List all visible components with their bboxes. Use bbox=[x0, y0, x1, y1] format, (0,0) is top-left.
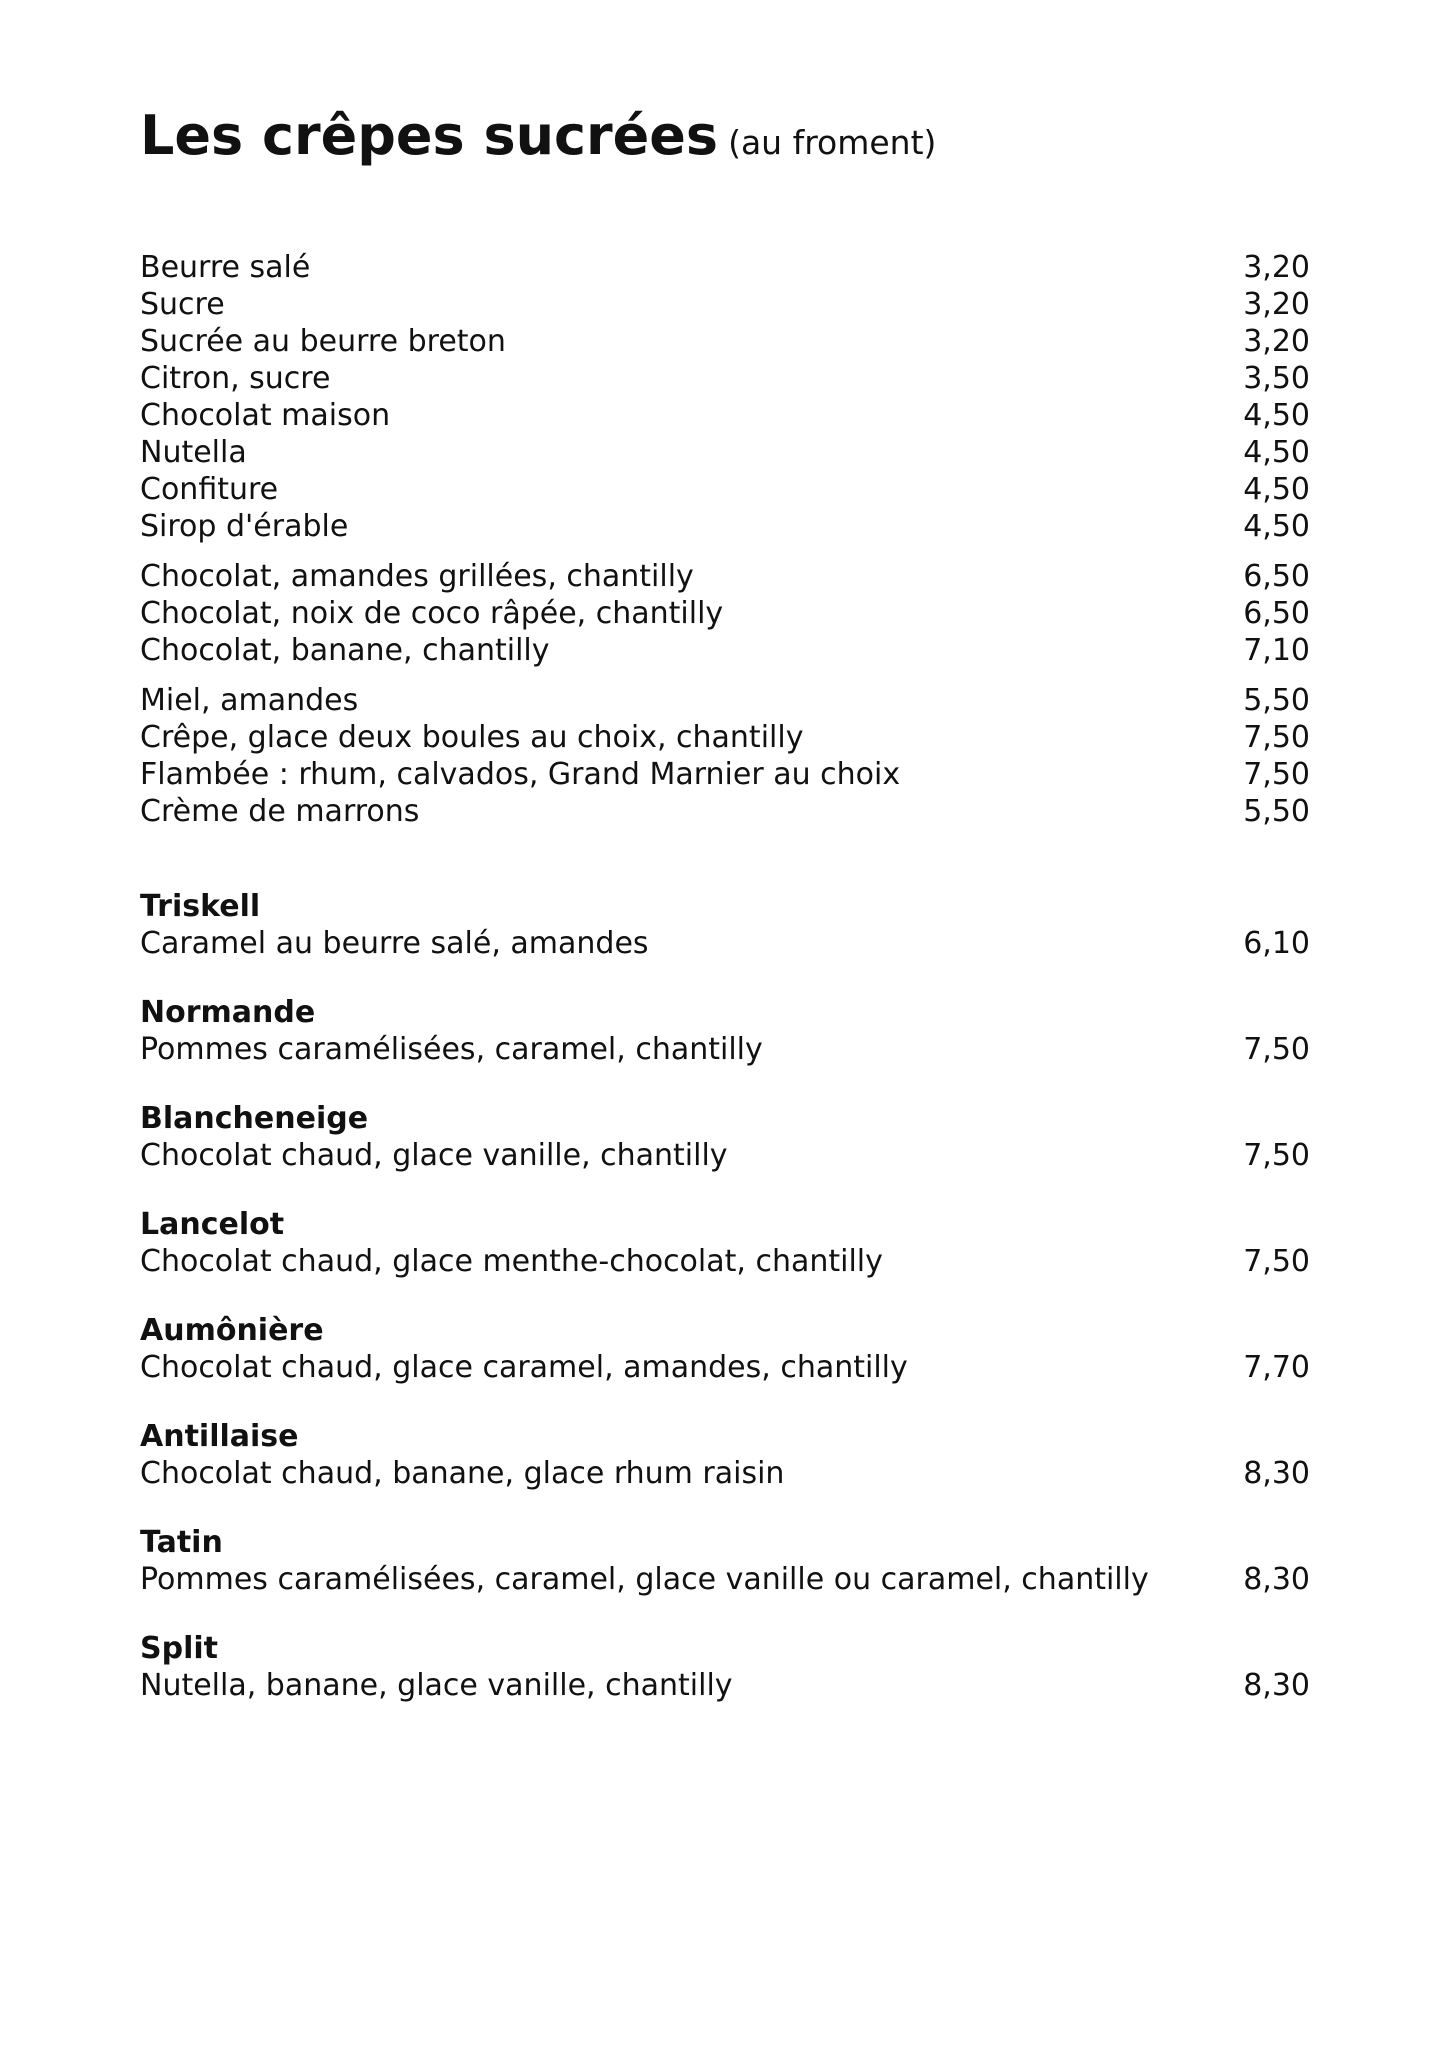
menu-item-price: 3,50 bbox=[1243, 361, 1310, 396]
menu-item bbox=[140, 793, 1310, 830]
menu-item-name: Chocolat, noix de coco râpée, chantilly bbox=[140, 596, 724, 631]
crepe-description: Chocolat chaud, banane, glace rhum raisin bbox=[140, 1456, 785, 1491]
crepe-description: Chocolat chaud, glace caramel, amandes, chantilly bbox=[140, 1350, 908, 1385]
menu-item-name: Chocolat, banane, chantilly bbox=[140, 633, 550, 668]
menu-item bbox=[140, 249, 1310, 286]
menu-item-name: Chocolat, amandes grillées, chantilly bbox=[140, 559, 694, 594]
crepe-name: Normande bbox=[140, 995, 316, 1030]
menu-item bbox=[140, 508, 1310, 545]
menu-item-price: 8,30 bbox=[1243, 1562, 1310, 1597]
menu-item bbox=[140, 1137, 1310, 1174]
menu-item bbox=[140, 323, 1310, 360]
menu-item-name: Beurre salé bbox=[140, 250, 311, 285]
menu-item-name: Nutella bbox=[140, 435, 247, 470]
crepe-name: Aumônière bbox=[140, 1313, 324, 1348]
menu-item bbox=[140, 595, 1310, 632]
crepe-name: Tatin bbox=[140, 1525, 223, 1560]
named-crepe-tatin bbox=[140, 1524, 1310, 1598]
menu-item-price: 8,30 bbox=[1243, 1456, 1310, 1491]
menu-item-name: Miel, amandes bbox=[140, 683, 359, 718]
menu-item-price: 7,70 bbox=[1243, 1350, 1310, 1385]
menu-item bbox=[140, 286, 1310, 323]
menu-item-name: Confiture bbox=[140, 472, 279, 507]
menu-item-price: 7,50 bbox=[1243, 720, 1310, 755]
menu-item bbox=[140, 682, 1310, 719]
menu-item-price: 8,30 bbox=[1243, 1668, 1310, 1703]
menu-item-price: 6,50 bbox=[1243, 559, 1310, 594]
menu-item-name: Crème de marrons bbox=[140, 794, 420, 829]
menu-item-name: Sucrée au beurre breton bbox=[140, 324, 506, 359]
named-crepe-triskell bbox=[140, 888, 1310, 962]
menu-item-price: 6,50 bbox=[1243, 596, 1310, 631]
crepe-name: Split bbox=[140, 1631, 218, 1666]
crepe-description: Pommes caramélisées, caramel, glace vanille ou caramel, chantilly bbox=[140, 1562, 1149, 1597]
menu-item-name: Citron, sucre bbox=[140, 361, 331, 396]
menu-item-price: 7,50 bbox=[1243, 757, 1310, 792]
page-title bbox=[140, 104, 1310, 175]
menu-item-price: 7,10 bbox=[1243, 633, 1310, 668]
crepe-name: Lancelot bbox=[140, 1207, 285, 1242]
named-crepe-normande bbox=[140, 994, 1310, 1068]
named-crepe-split bbox=[140, 1630, 1310, 1704]
menu-item bbox=[140, 434, 1310, 471]
menu-item-price: 3,20 bbox=[1243, 250, 1310, 285]
crepe-description: Caramel au beurre salé, amandes bbox=[140, 926, 649, 961]
menu-item bbox=[140, 719, 1310, 756]
menu-item bbox=[140, 1349, 1310, 1386]
menu-item-price: 7,50 bbox=[1243, 1244, 1310, 1279]
crepe-name: Triskell bbox=[140, 889, 261, 924]
crepe-description: Chocolat chaud, glace menthe-chocolat, chantilly bbox=[140, 1244, 883, 1279]
named-crepe-lancelot bbox=[140, 1206, 1310, 1280]
menu-subtitle: (au froment) bbox=[728, 123, 937, 162]
menu-item bbox=[140, 1667, 1310, 1704]
menu-item-name: Chocolat maison bbox=[140, 398, 391, 433]
menu-item-price: 4,50 bbox=[1243, 435, 1310, 470]
menu-title: Les crêpes sucrées bbox=[140, 104, 719, 167]
menu-item-price: 6,10 bbox=[1243, 926, 1310, 961]
menu-group-chocolat bbox=[140, 558, 1310, 669]
menu-item bbox=[140, 1031, 1310, 1068]
menu-item-price: 7,50 bbox=[1243, 1032, 1310, 1067]
menu-item-price: 7,50 bbox=[1243, 1138, 1310, 1173]
named-crepe-antillaise bbox=[140, 1418, 1310, 1492]
menu-item-name: Crêpe, glace deux boules au choix, chantilly bbox=[140, 720, 804, 755]
crepe-description: Nutella, banane, glace vanille, chantilly bbox=[140, 1668, 733, 1703]
crepe-name: Antillaise bbox=[140, 1419, 299, 1454]
menu-item-price: 5,50 bbox=[1243, 794, 1310, 829]
menu-item-price: 4,50 bbox=[1243, 398, 1310, 433]
menu-item bbox=[140, 632, 1310, 669]
named-crepe-blancheneige bbox=[140, 1100, 1310, 1174]
menu-item bbox=[140, 1455, 1310, 1492]
menu-item-price: 4,50 bbox=[1243, 472, 1310, 507]
menu-item-price: 3,20 bbox=[1243, 324, 1310, 359]
menu-item bbox=[140, 1561, 1310, 1598]
menu-item-price: 5,50 bbox=[1243, 683, 1310, 718]
menu-item-name: Sirop d'érable bbox=[140, 509, 349, 544]
menu-item bbox=[140, 397, 1310, 434]
named-crepe-aumoniere bbox=[140, 1312, 1310, 1386]
menu-item bbox=[140, 471, 1310, 508]
crepe-description: Chocolat chaud, glace vanille, chantilly bbox=[140, 1138, 728, 1173]
menu-item bbox=[140, 360, 1310, 397]
menu-item-price: 4,50 bbox=[1243, 509, 1310, 544]
menu-item bbox=[140, 925, 1310, 962]
menu-group-divers bbox=[140, 682, 1310, 830]
menu-item-name: Flambée : rhum, calvados, Grand Marnier au choix bbox=[140, 757, 901, 792]
crepe-name: Blancheneige bbox=[140, 1101, 369, 1136]
menu-item bbox=[140, 558, 1310, 595]
crepe-description: Pommes caramélisées, caramel, chantilly bbox=[140, 1032, 763, 1067]
menu-item bbox=[140, 756, 1310, 793]
named-crepes-section bbox=[140, 888, 1310, 1704]
menu-item-price: 3,20 bbox=[1243, 287, 1310, 322]
menu-group-basic bbox=[140, 249, 1310, 545]
menu-item bbox=[140, 1243, 1310, 1280]
menu-item-name: Sucre bbox=[140, 287, 225, 322]
